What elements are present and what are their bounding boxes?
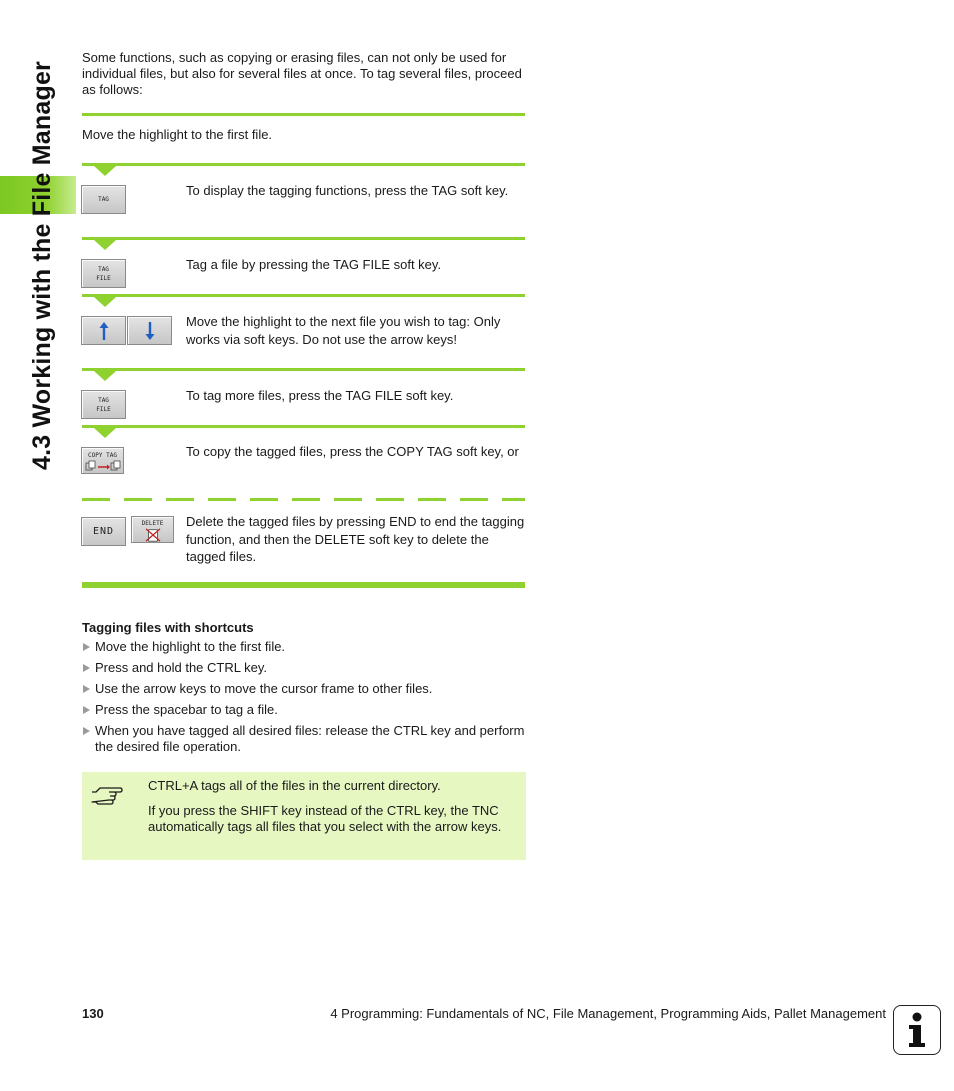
copy-tag-softkey-label: COPY TAG — [88, 452, 117, 459]
tag-file-softkey-line1: TAG — [98, 265, 109, 273]
list-item: Move the highlight to the first file. — [82, 639, 532, 655]
section-title: 4.3 Working with the File Manager — [28, 61, 56, 470]
divider — [82, 113, 525, 116]
bullet-arrow-icon — [83, 727, 90, 735]
divider — [82, 294, 525, 297]
step-delete-text: Delete the tagged files by pressing END to end the tagging function, and then the DELETE soft key to delete the tagged files. — [186, 514, 525, 564]
delete-softkey-label: DELETE — [141, 520, 164, 527]
tag-file-softkey-line1: TAG — [98, 396, 109, 404]
arrow-up-softkey[interactable] — [81, 316, 126, 345]
copy-files-icon — [84, 460, 122, 472]
list-item: When you have tagged all desired files: release the CTRL key and perform the desired file operation. — [82, 723, 532, 755]
step-arrow-icon — [94, 297, 116, 307]
note-line-1: CTRL+A tags all of the files in the current directory. — [148, 778, 441, 793]
page-number: 130 — [82, 1006, 104, 1021]
step-first-text: Move the highlight to the first file. — [82, 127, 273, 142]
bullet-arrow-icon — [83, 643, 90, 651]
step-arrow-icon — [94, 371, 116, 381]
shortcuts-heading: Tagging files with shortcuts — [82, 620, 254, 635]
tag-file-softkey-line2: FILE — [96, 274, 111, 282]
step-move-text: Move the highlight to the next file you wish to tag: Only works via soft keys. Do not use the arrow keys! — [186, 314, 501, 347]
step-tag-text: To display the tagging functions, press the TAG soft key. — [186, 183, 509, 198]
step-arrow-icon — [94, 428, 116, 438]
end-key-label: END — [92, 526, 115, 537]
intro-paragraph: Some functions, such as copying or erasing files, can not only be used for individual files, but also for several files at once. To tag several files, proceed as follows: — [82, 50, 522, 97]
copy-tag-softkey[interactable] — [81, 447, 124, 474]
info-i-glyph — [904, 1011, 930, 1049]
shortcuts-list — [82, 639, 532, 760]
tag-file-softkey[interactable] — [81, 259, 126, 288]
arrow-up-icon — [98, 321, 110, 341]
arrow-down-softkey[interactable] — [127, 316, 172, 345]
step-arrow-icon — [94, 240, 116, 250]
list-item: Use the arrow keys to move the cursor frame to other files. — [82, 681, 532, 697]
step-tag-file-text: Tag a file by pressing the TAG FILE soft key. — [186, 257, 442, 272]
note-box — [82, 772, 526, 860]
end-key[interactable] — [81, 517, 126, 546]
dashed-divider — [82, 498, 525, 501]
divider — [82, 163, 525, 166]
divider — [82, 425, 525, 428]
delete-softkey[interactable] — [131, 516, 174, 543]
divider — [82, 237, 525, 240]
tag-file-softkey-2[interactable] — [81, 390, 126, 419]
tag-file-softkey-line2: FILE — [96, 405, 111, 413]
pointing-hand-icon — [90, 782, 124, 808]
step-copy-text: To copy the tagged files, press the COPY TAG soft key, or — [186, 444, 519, 459]
list-item: Press the spacebar to tag a file. — [82, 702, 532, 718]
tag-softkey-label: TAG — [98, 196, 109, 203]
step-arrow-icon — [94, 166, 116, 176]
arrow-down-icon — [144, 321, 156, 341]
bullet-arrow-icon — [83, 706, 90, 714]
info-icon — [893, 1005, 941, 1055]
delete-file-icon — [142, 528, 164, 542]
divider — [82, 368, 525, 371]
step-tag-more-text: To tag more files, press the TAG FILE soft key. — [186, 388, 454, 403]
divider-end — [82, 582, 525, 588]
bullet-arrow-icon — [83, 664, 90, 672]
list-item: Press and hold the CTRL key. — [82, 660, 532, 676]
tag-softkey[interactable] — [81, 185, 126, 214]
note-line-2: If you press the SHIFT key instead of the CTRL key, the TNC automatically tags all files that you select with the arrow keys. — [148, 803, 502, 834]
chapter-title: 4 Programming: Fundamentals of NC, File Management, Programming Aids, Pallet Management — [330, 1006, 886, 1021]
bullet-arrow-icon — [83, 685, 90, 693]
